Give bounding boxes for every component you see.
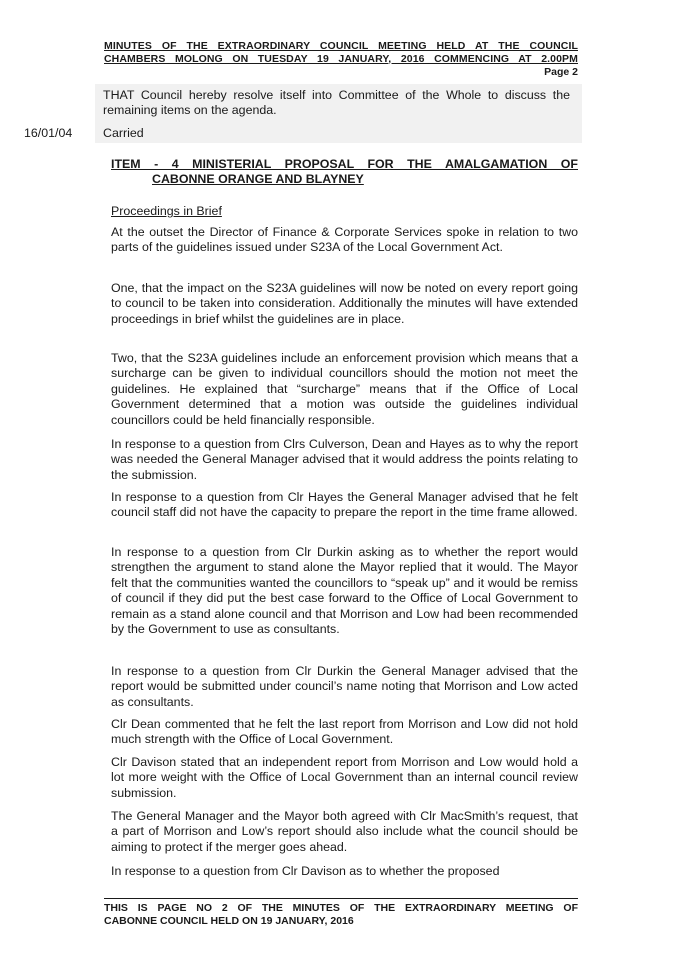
- resolution-status: Carried: [103, 126, 144, 140]
- paragraph: The General Manager and the Mayor both agreed with Clr MacSmith’s request, that a part of Morrison and Low’s report should also include what the council should be aiming to protect if the merger goes ahead.: [111, 809, 578, 854]
- page-number: Page 2: [544, 66, 578, 78]
- paragraph: In response to a question from Clr Hayes the General Manager advised that he felt council staff did not have the capacity to prepare the report in the time frame allowed.: [111, 490, 578, 520]
- item-title-line-2: CABONNE ORANGE AND BLAYNEY: [152, 172, 364, 187]
- paragraph: In response to a question from Clr Durkin asking as to whether the report would strengthen the argument to stand alone the Mayor replied that it would. The Mayor felt that the communities wanted the councillors to “speak up” and it would be remiss of council if they did put the best case forward to the Office of Local Government to remain as a stand alone council and that Morrison and Low had been recommended by the Government to use as consultants.: [111, 545, 578, 637]
- paragraph: In response to a question from Clr Davison as to whether the proposed: [111, 864, 500, 878]
- resolution-text: THAT Council hereby resolve itself into Committee of the Whole to discuss the remaining items on the agenda.: [103, 88, 570, 118]
- paragraph: Clr Dean commented that he felt the last report from Morrison and Low did not hold much strength with the Office of Local Government.: [111, 717, 578, 747]
- paragraph: One, that the impact on the S23A guidelines will now be noted on every report going to council to be taken into consideration. Additionally the minutes will have extended proceedings in brief whilst the guidelines are in place.: [111, 281, 578, 326]
- paragraph: Clr Davison stated that an independent report from Morrison and Low would hold a lot more weight with the Office of Local Government than an internal council review submission.: [111, 755, 578, 800]
- header-line-2: CHAMBERS MOLONG ON TUESDAY 19 JANUARY, 2016 COMMENCING AT 2.00PM: [104, 52, 578, 65]
- footer-line-2: CABONNE COUNCIL HELD ON 19 JANUARY, 2016: [104, 915, 354, 927]
- header-line-1: MINUTES OF THE EXTRAORDINARY COUNCIL MEETING HELD AT THE COUNCIL: [104, 40, 578, 52]
- page-header: [104, 40, 578, 79]
- section-subheading: Proceedings in Brief: [111, 204, 222, 218]
- footer-line-1: THIS IS PAGE NO 2 OF THE MINUTES OF THE EXTRAORDINARY MEETING OF: [104, 902, 578, 914]
- page-footer: [104, 898, 578, 928]
- item-title-line-1: ITEM - 4 MINISTERIAL PROPOSAL FOR THE AMALGAMATION OF: [111, 157, 578, 171]
- resolution-reference: 16/01/04: [24, 126, 73, 140]
- paragraph: At the outset the Director of Finance & Corporate Services spoke in relation to two parts of the guidelines issued under S23A of the Local Government Act.: [111, 225, 578, 255]
- paragraph: In response to a question from Clrs Culverson, Dean and Hayes as to why the report was needed the General Manager advised that it would address the points relating to the submission.: [111, 437, 578, 482]
- paragraph: In response to a question from Clr Durkin the General Manager advised that the report would be submitted under council’s name noting that Morrison and Low acted as consultants.: [111, 664, 578, 709]
- carried-shading: [95, 124, 582, 143]
- item-title: [111, 157, 578, 188]
- paragraph: Two, that the S23A guidelines include an enforcement provision which means that a surcharge can be given to individual councillors should the motion not meet the guidelines. He explained that “surcharge” means that if the Office of Local Government determined that a motion was outside the guidelines individual councillors could be held financially responsible.: [111, 351, 578, 427]
